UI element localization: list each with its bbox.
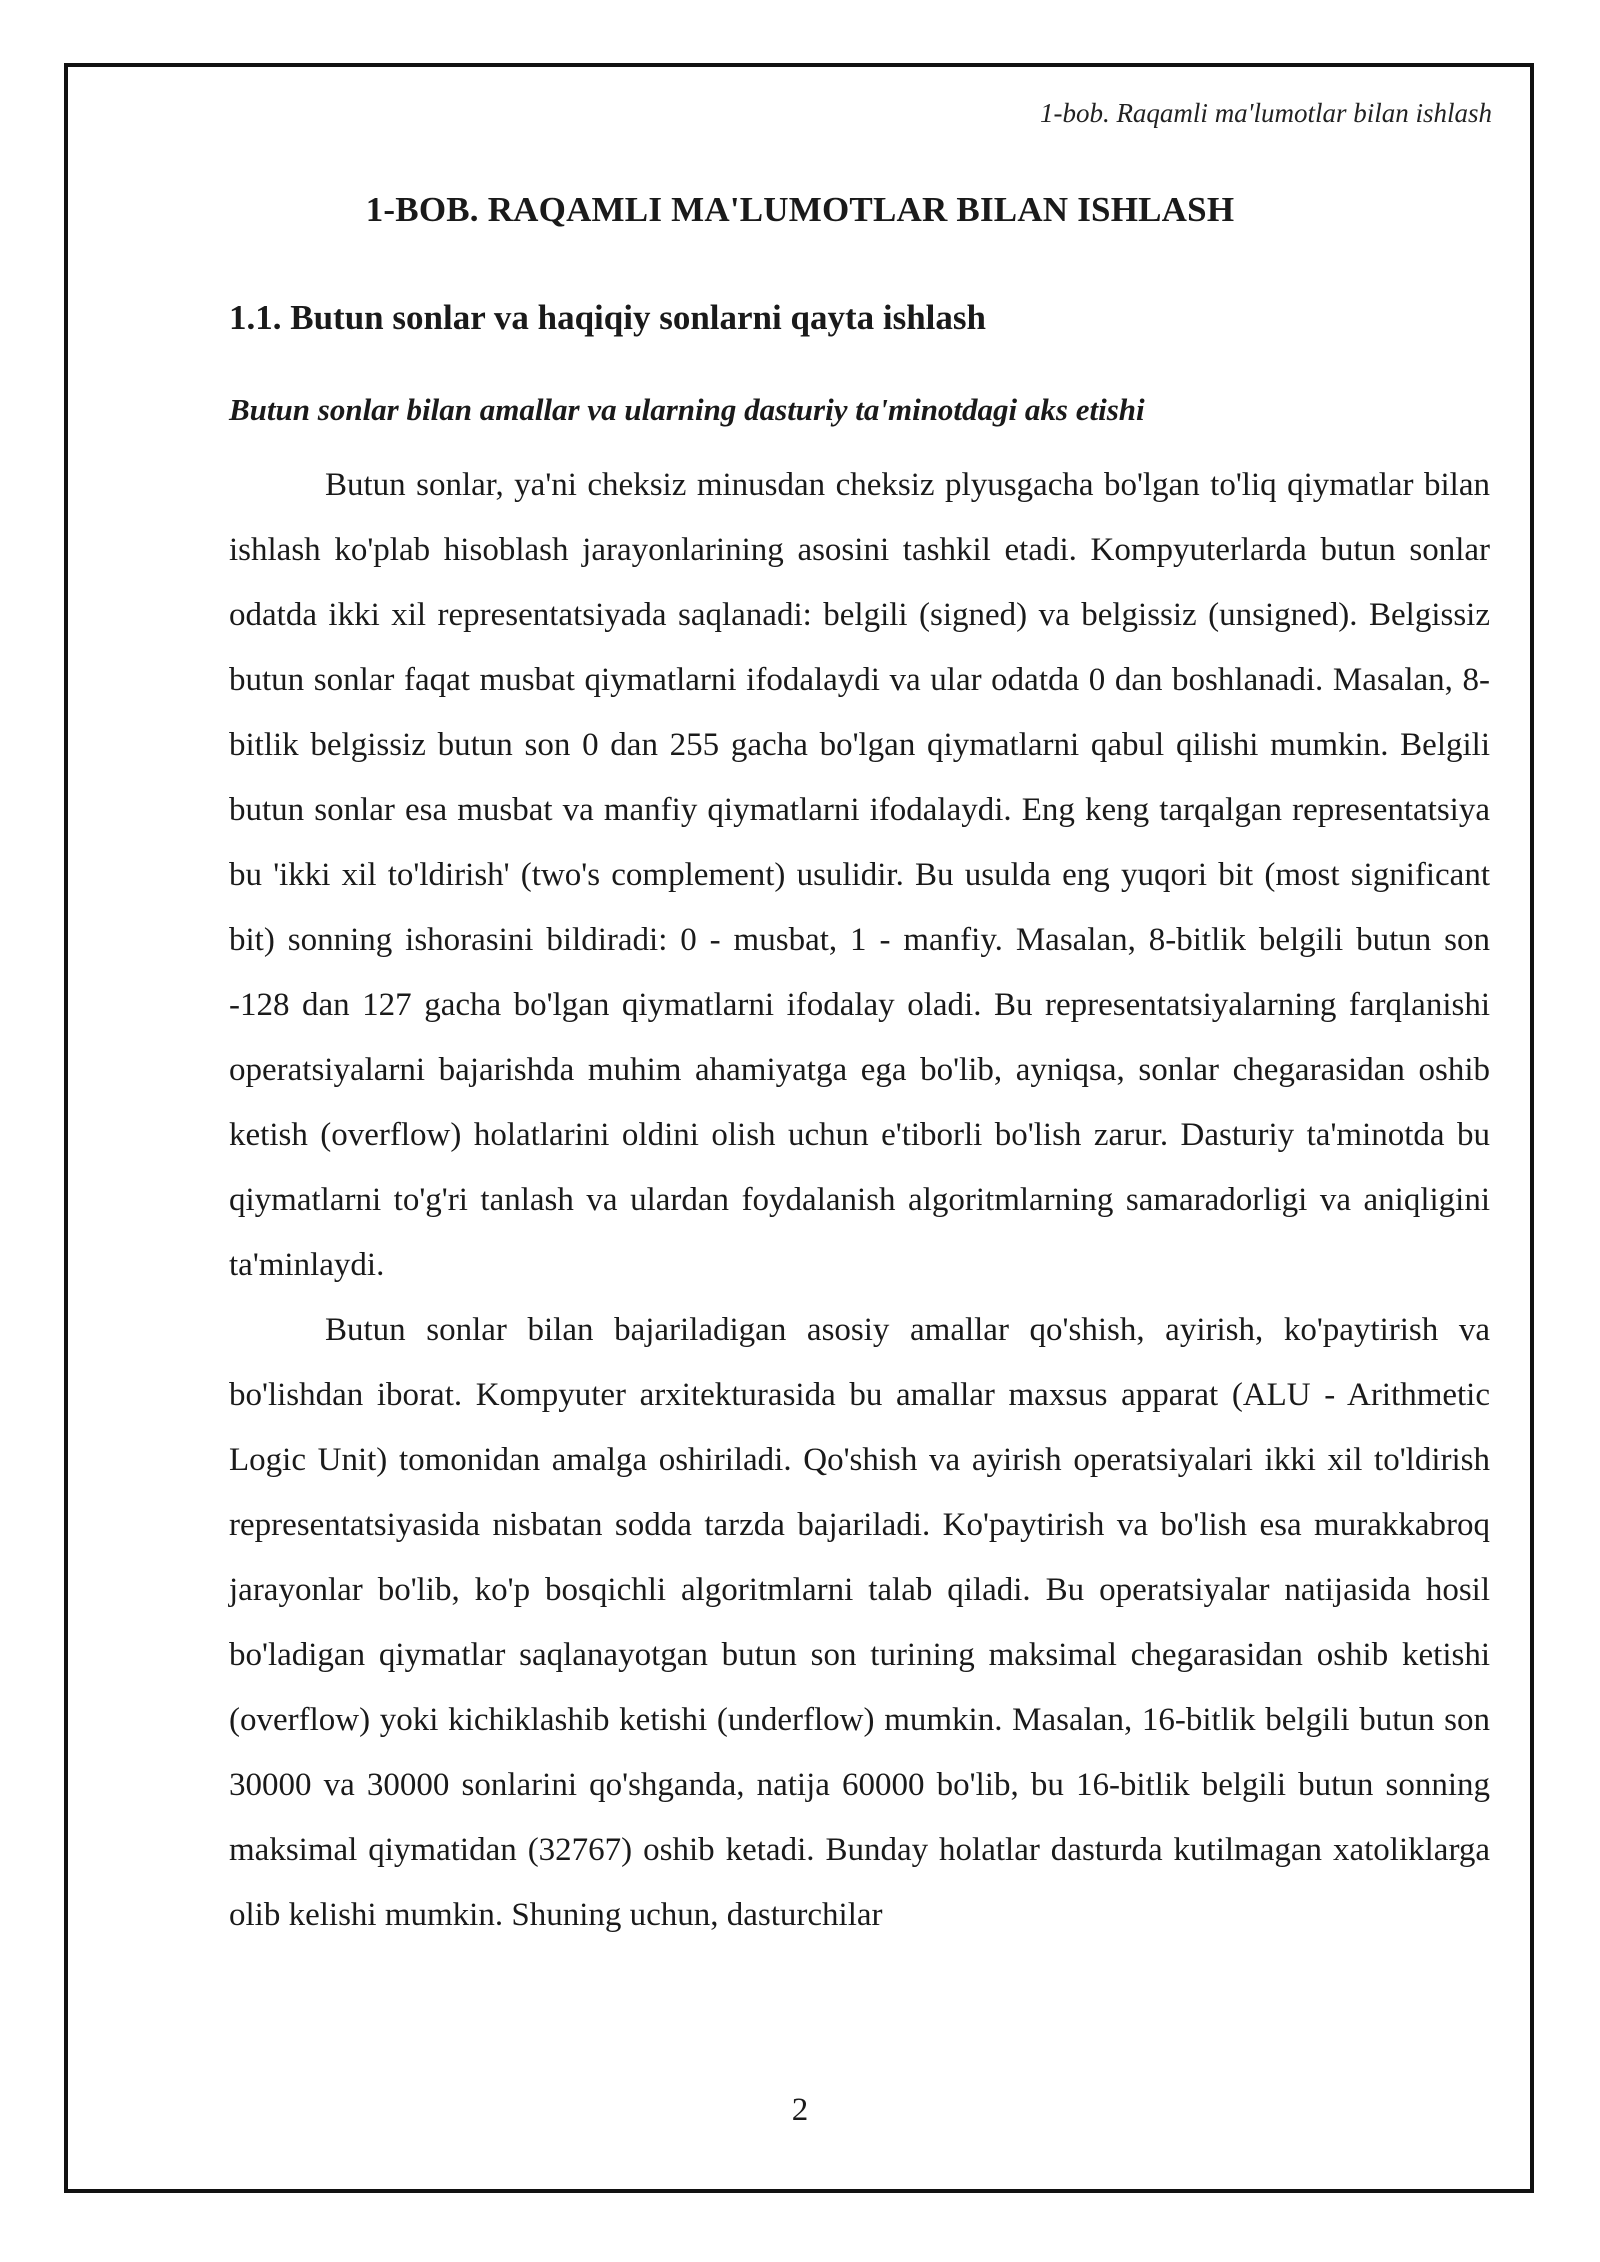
chapter-title: 1-BOB. RAQAMLI MA'LUMOTLAR BILAN ISHLASH: [365, 190, 1235, 229]
paragraph: Butun sonlar, ya'ni cheksiz minusdan cheksiz plyusgacha bo'lgan to'liq qiymatlar bilan ishlash ko'plab hisoblash jarayonlarining asosini tashkil etadi. Kompyuterlarda butun sonlar odatda ikki xil representatsiyada saqlanadi: belgili (signed) va belgissiz (unsigned). Belgissiz butun sonlar faqat musbat qiymatlarni ifodalaydi va ular odatda 0 dan boshlanadi. Masalan, 8-bitlik belgissiz butun son 0 dan 255 gacha bo'lgan qiymatlarni qabul qilishi mumkin. Belgili butun sonlar esa musbat va manfiy qiymatlarni ifodalaydi. Eng keng tarqalgan representatsiya bu 'ikki xil to'ldirish' (two's complement) usulidir. Bu usulda eng yuqori bit (most significant bit) sonning ishorasini bildiradi: 0 - musbat, 1 - manfiy. Masalan, 8-bitlik belgili butun son -128 dan 127 gacha bo'lgan qiymatlarni ifodalay oladi. Bu representatsiyalarning farqlanishi operatsiyalarni bajarishda muhim ahamiyatga ega bo'lib, ayniqsa, sonlar chegarasidan oshib ketish (overflow) holatlarini oldini olish uchun e'tiborli bo'lish zarur. Dasturiy ta'minotda bu qiymatlarni to'g'ri tanlash va ulardan foydalanish algoritmlarning samaradorligi va aniqligini ta'minlaydi.: [229, 467, 1490, 1283]
body-text: [229, 453, 1490, 1948]
section-title: 1.1. Butun sonlar va haqiqiy sonlarni qayta ishlash: [229, 298, 986, 337]
running-header: 1-bob. Raqamli ma'lumotlar bilan ishlash: [1039, 98, 1492, 128]
page-number: 2: [791, 2092, 809, 2128]
subsection-title: Butun sonlar bilan amallar va ularning dasturiy ta'minotdagi aks etishi: [229, 392, 1145, 427]
paragraph: Butun sonlar bilan bajariladigan asosiy amallar qo'shish, ayirish, ko'paytirish va bo'lishdan iborat. Kompyuter arxitekturasida bu amallar maxsus apparat (ALU - Arithmetic Logic Unit) tomonidan amalga oshiriladi. Qo'shish va ayirish operatsiyalari ikki xil to'ldirish representatsiyasida nisbatan sodda tarzda bajariladi. Ko'paytirish va bo'lish esa murakkabroq jarayonlar bo'lib, ko'p bosqichli algoritmlarni talab qiladi. Bu operatsiyalar natijasida hosil bo'ladigan qiymatlar saqlanayotgan butun son turining maksimal chegarasidan oshib ketishi (overflow) yoki kichiklashib ketishi (underflow) mumkin. Masalan, 16-bitlik belgili butun son 30000 va 30000 sonlarini qo'shganda, natija 60000 bo'lib, bu 16-bitlik belgili butun sonning maksimal qiymatidan (32767) oshib ketadi. Bunday holatlar dasturda kutilmagan xatoliklarga olib kelishi mumkin. Shuning uchun, dasturchilar: [229, 1312, 1490, 1933]
